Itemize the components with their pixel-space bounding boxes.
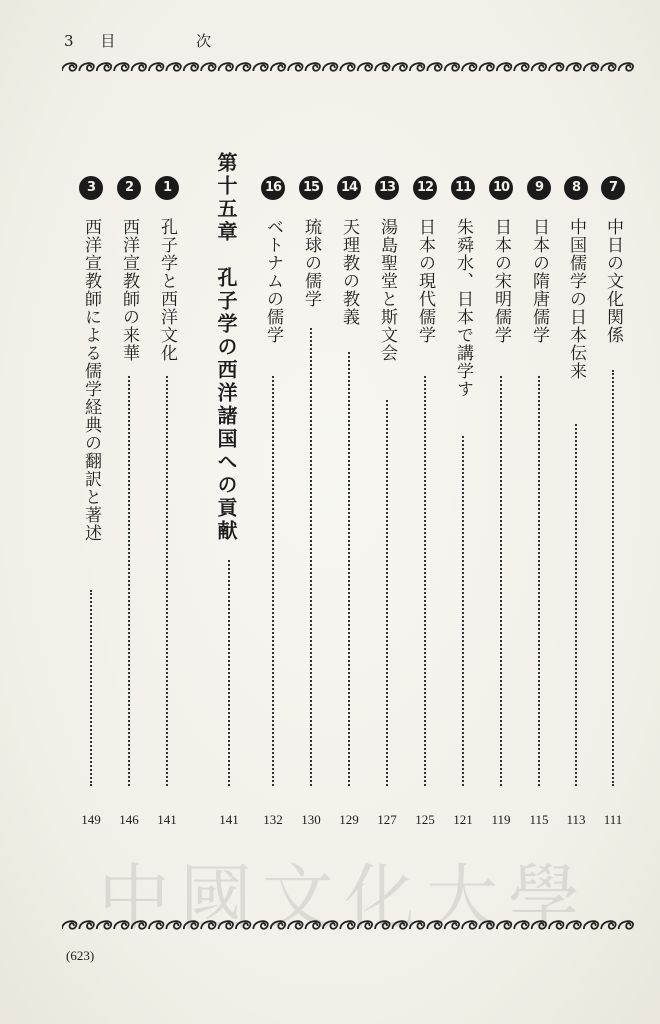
entry-page-number: 130 xyxy=(301,812,321,827)
scroll-ornament xyxy=(184,921,198,929)
scroll-ornament xyxy=(497,63,511,71)
scroll-ornament xyxy=(306,921,320,929)
scroll-ornament xyxy=(462,921,476,929)
entry-number-badge: 14 xyxy=(337,176,361,200)
entry-page-number: 115 xyxy=(529,812,549,827)
entry-page-number: 141 xyxy=(157,812,177,827)
scroll-ornament xyxy=(427,63,441,71)
toc-entry-7[interactable] xyxy=(598,176,628,827)
scroll-ornament xyxy=(253,921,267,929)
dot-leader xyxy=(538,376,540,786)
scroll-ornament xyxy=(288,63,302,71)
scroll-ornament xyxy=(236,921,250,929)
entry-page-number: 125 xyxy=(415,812,435,827)
toc-entry-16[interactable] xyxy=(258,176,288,827)
scroll-ornament xyxy=(306,63,320,71)
entry-number-badge: 13 xyxy=(375,176,399,200)
header-title: 目 次 xyxy=(100,32,250,50)
scroll-ornament xyxy=(149,63,163,71)
scroll-ornament xyxy=(392,63,406,71)
entry-number-badge: 16 xyxy=(261,176,285,200)
entry-title: 中日の文化関係 xyxy=(603,218,623,344)
scroll-ornament xyxy=(445,921,459,929)
dot-leader xyxy=(348,352,350,786)
dot-leader xyxy=(386,400,388,786)
toc-entry-15[interactable] xyxy=(296,176,326,827)
scroll-ornament xyxy=(375,921,389,929)
page-header xyxy=(64,30,249,51)
scroll-ornament xyxy=(601,63,615,71)
scroll-ornament xyxy=(323,921,337,929)
scroll-ornament xyxy=(549,63,563,71)
scroll-ornament xyxy=(288,921,302,929)
entry-title: 西洋宣教師の来華 xyxy=(119,218,139,362)
scroll-ornament xyxy=(114,921,128,929)
entry-title: 中国儒学の日本伝来 xyxy=(566,218,586,380)
dot-leader xyxy=(166,376,168,786)
scroll-ornament xyxy=(166,63,180,71)
bottom-ornament-border xyxy=(62,916,636,934)
toc-entry-2[interactable] xyxy=(114,176,144,827)
entry-page-number: 127 xyxy=(377,812,397,827)
scroll-ornament xyxy=(97,63,111,71)
toc-entry-14[interactable] xyxy=(334,176,364,827)
dot-leader xyxy=(310,328,312,786)
dot-leader xyxy=(90,590,92,786)
scroll-ornament xyxy=(358,63,372,71)
entry-number-badge: 11 xyxy=(451,176,475,200)
toc-entry-1[interactable] xyxy=(152,176,182,827)
entry-title: 琉球の儒学 xyxy=(301,218,321,308)
entry-page-number: 111 xyxy=(603,812,623,827)
top-ornament-border xyxy=(62,58,636,76)
scroll-ornament xyxy=(132,63,146,71)
scroll-ornament xyxy=(97,921,111,929)
entry-title: 西洋宣教師による儒学経典の翻訳と著述 xyxy=(81,218,101,542)
entry-page-number: 113 xyxy=(566,812,586,827)
scroll-ornament xyxy=(392,921,406,929)
scroll-ornament xyxy=(271,63,285,71)
dot-leader xyxy=(612,370,614,786)
toc-entry-11[interactable] xyxy=(448,176,478,827)
scroll-ornament xyxy=(236,63,250,71)
dot-leader xyxy=(462,436,464,786)
scroll-ornament xyxy=(132,921,146,929)
entry-number-badge: 12 xyxy=(413,176,437,200)
scroll-ornament xyxy=(514,63,528,71)
scroll-ornament xyxy=(219,63,233,71)
dot-leader xyxy=(128,376,130,786)
scroll-ornament xyxy=(497,921,511,929)
scroll-ornament xyxy=(340,921,354,929)
scroll-ornament xyxy=(410,921,424,929)
entry-number-badge: 9 xyxy=(527,176,551,200)
scroll-ornament xyxy=(62,921,76,929)
scroll-ornament xyxy=(532,921,546,929)
scroll-ornament xyxy=(79,921,93,929)
dot-leader xyxy=(575,424,577,786)
dot-leader xyxy=(228,560,230,786)
entry-page-number: 129 xyxy=(339,812,359,827)
entry-number-badge: 15 xyxy=(299,176,323,200)
toc-entry-9[interactable] xyxy=(524,176,554,827)
entry-title: 湯島聖堂と斯文会 xyxy=(377,218,397,362)
dot-leader xyxy=(272,376,274,786)
entry-title: 天理教の教義 xyxy=(339,218,359,326)
entry-number-badge: 10 xyxy=(489,176,513,200)
scroll-ornament xyxy=(323,63,337,71)
toc-entry-3[interactable] xyxy=(76,176,106,827)
scroll-ornament xyxy=(410,63,424,71)
scroll-ornament xyxy=(375,63,389,71)
entry-page-number: 149 xyxy=(81,812,101,827)
dot-leader xyxy=(424,376,426,786)
entry-title: 朱舜水、日本で講学す xyxy=(453,218,473,398)
entry-title: 日本の宋明儒学 xyxy=(491,218,511,344)
scroll-ornament xyxy=(253,63,267,71)
scroll-ornament xyxy=(584,921,598,929)
scroll-ornament xyxy=(479,63,493,71)
scroll-ornament xyxy=(79,63,93,71)
entry-page-number: 146 xyxy=(119,812,139,827)
scroll-ornament xyxy=(445,63,459,71)
entry-page-number: 132 xyxy=(263,812,283,827)
university-watermark: 中國文化大學 xyxy=(98,856,591,940)
scroll-ornament xyxy=(201,921,215,929)
scroll-ornament xyxy=(514,921,528,929)
scroll-ornament xyxy=(201,63,215,71)
entry-page-number: 119 xyxy=(491,812,511,827)
scroll-ornament xyxy=(566,921,580,929)
scroll-ornament xyxy=(427,921,441,929)
entry-number-badge: 7 xyxy=(601,176,625,200)
scroll-ornament xyxy=(62,63,76,71)
scroll-ornament xyxy=(601,921,615,929)
entry-title: 日本の現代儒学 xyxy=(415,218,435,344)
entry-title: 日本の隋唐儒学 xyxy=(529,218,549,344)
dot-leader xyxy=(500,376,502,786)
entry-number-badge: 1 xyxy=(155,176,179,200)
scroll-ornament xyxy=(358,921,372,929)
scroll-ornament xyxy=(271,921,285,929)
footer-page-total: (623) xyxy=(66,948,95,963)
entry-number-badge: 3 xyxy=(79,176,103,200)
toc-entry-12[interactable] xyxy=(410,176,440,827)
entry-page-number: 121 xyxy=(453,812,473,827)
scroll-ornament xyxy=(619,63,633,71)
scroll-ornament xyxy=(532,63,546,71)
scroll-ornament xyxy=(566,63,580,71)
entry-number-badge: 8 xyxy=(564,176,588,200)
chapter-title: 第十五章 孔子学の西洋諸国への貢献 xyxy=(214,152,238,543)
scroll-ornament xyxy=(114,63,128,71)
scroll-ornament xyxy=(584,63,598,71)
toc-entry-10[interactable] xyxy=(486,176,516,827)
entry-title: ベトナムの儒学 xyxy=(263,218,283,344)
entry-title: 孔子学と西洋文化 xyxy=(157,218,177,362)
scroll-ornament xyxy=(479,921,493,929)
scroll-ornament xyxy=(166,921,180,929)
scroll-ornament xyxy=(619,921,633,929)
scroll-ornament xyxy=(149,921,163,929)
scroll-ornament xyxy=(462,63,476,71)
toc-entry-13[interactable] xyxy=(372,176,402,827)
toc-entry-8[interactable] xyxy=(561,176,591,827)
entry-number-badge: 2 xyxy=(117,176,141,200)
scroll-ornament xyxy=(219,921,233,929)
chapter-page-number: 141 xyxy=(219,812,239,827)
header-page-number: 3 xyxy=(64,32,76,50)
scroll-ornament xyxy=(549,921,563,929)
scroll-ornament xyxy=(340,63,354,71)
scroll-ornament xyxy=(184,63,198,71)
